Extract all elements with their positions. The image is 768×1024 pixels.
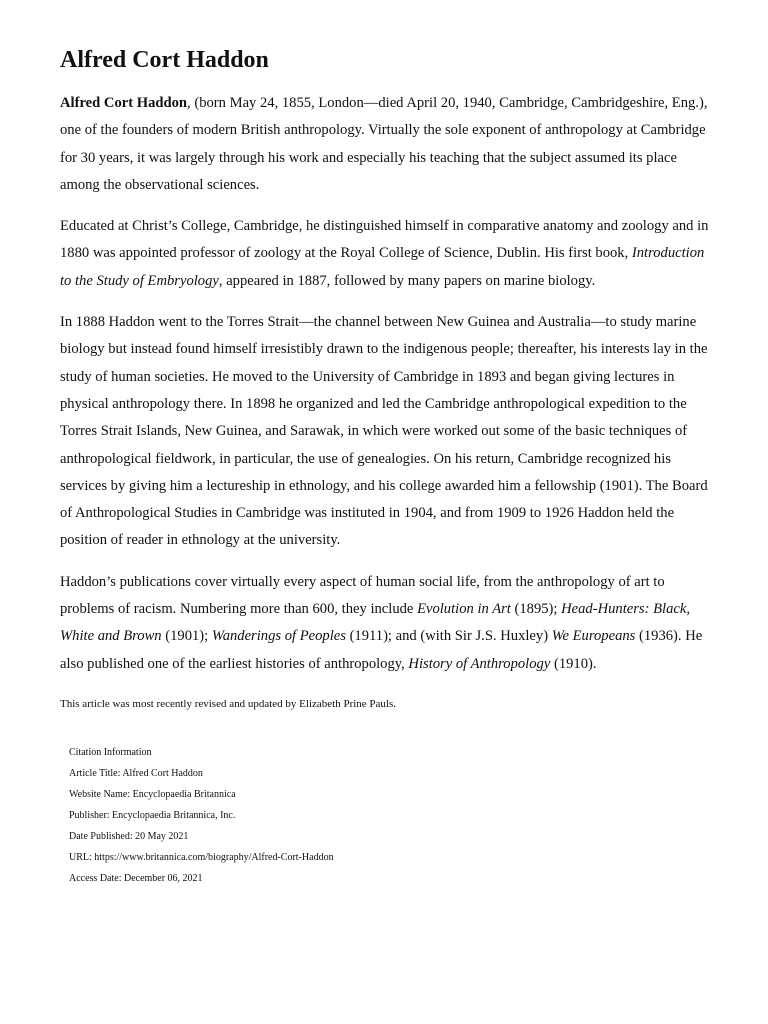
work-title-we-europeans: We Europeans [551,628,636,645]
work-title-evolution-in-art: Evolution in Art [417,601,511,618]
citation-date-published: Date Published: 20 May 2021 [69,830,189,842]
paragraph-publications-text-c: (1901); [161,628,212,645]
paragraph-education [60,213,710,295]
article [60,44,710,889]
paragraph-education-text-b: , appeared in 1887, followed by many papers on marine biology. [218,272,596,289]
paragraph-publications-text-e: (1936). He also published one of the earliest histories of anthropology, [60,628,703,672]
page-title: Alfred Cort Haddon [60,47,269,73]
paragraph-publications-text-b: (1895); [510,601,562,618]
work-title-history-of-anthropology: History of Anthropology [408,655,551,672]
paragraph-torres-strait-text: In 1888 Haddon went to the Torres Strait—the channel between New Guinea and Australia—to study marine biology but instead found himself irresistibly drawn to the indigenous people; thereafter, his interests lay in the study of human societies. He moved to the University of Cambridge in 1893 and began giving lectures in physical anthropology there. In 1898 he organized and led the Cambridge anthropological expedition to the Torres Strait Islands, New Guinea, and Sarawak, in which were worked out some of the basic techniques of anthropological fieldwork, in particular, the use of genealogies. On his return, Cambridge recognized his services by giving him a lectureship in ethnology, and his college awarded him a fellowship (1901). The Board of Anthropological Studies in Cambridge was instituted in 1904, and from 1909 to 1926 Haddon held the position of reader in ethnology at the university. [60,314,708,549]
citation-publisher: Publisher: Encyclopaedia Britannica, Inc. [69,809,236,821]
paragraph-publications-text-d: (1911); and (with Sir J.S. Huxley) [345,628,552,645]
paragraph-education-text-a: Educated at Christ’s College, Cambridge, he distinguished himself in comparative anatomy and zoology and in 1880 was appointed professor of zoology at the Royal College of Science, Dublin. His first book, [60,218,709,262]
paragraph-publications-text-a: Haddon’s publications cover virtually every aspect of human social life, from the anthropology of art to problems of racism. Numbering more than 600, they include [60,573,665,618]
paragraph-intro-text: , (born May 24, 1855, London—died April 20, 1940, Cambridge, Cambridgeshire, Eng.), one of the founders of modern British anthropology. Virtually the sole exponent of anthropology at Cambridge for 30 years, it was largely through his work and especially his teaching that the subject assumed its place among the observational sciences. [60,95,708,193]
paragraph-publications-text-f: (1910). [550,655,597,672]
citation-access-date: Access Date: December 06, 2021 [69,872,203,884]
citation-url: URL: https://www.britannica.com/biography/Alfred-Cort-Haddon [69,851,334,863]
paragraph-publications [60,569,710,678]
revision-note: This article was most recently revised and updated by Elizabeth Prine Pauls. [60,697,397,710]
citation-website-name: Website Name: Encyclopaedia Britannica [69,788,236,800]
work-title-wanderings-of-peoples: Wanderings of Peoples [211,628,346,645]
subject-name: Alfred Cort Haddon [60,95,188,111]
book-title-embryology: Introduction to the Study of Embryology [60,245,705,289]
paragraph-intro [60,90,710,199]
citation-heading: Citation Information [69,746,152,758]
citation-block [69,742,710,889]
citation-article-title: Article Title: Alfred Cort Haddon [69,767,203,779]
work-title-head-hunters: Head-Hunters: Black, White and Brown [60,601,690,645]
paragraph-torres-strait [60,309,710,555]
